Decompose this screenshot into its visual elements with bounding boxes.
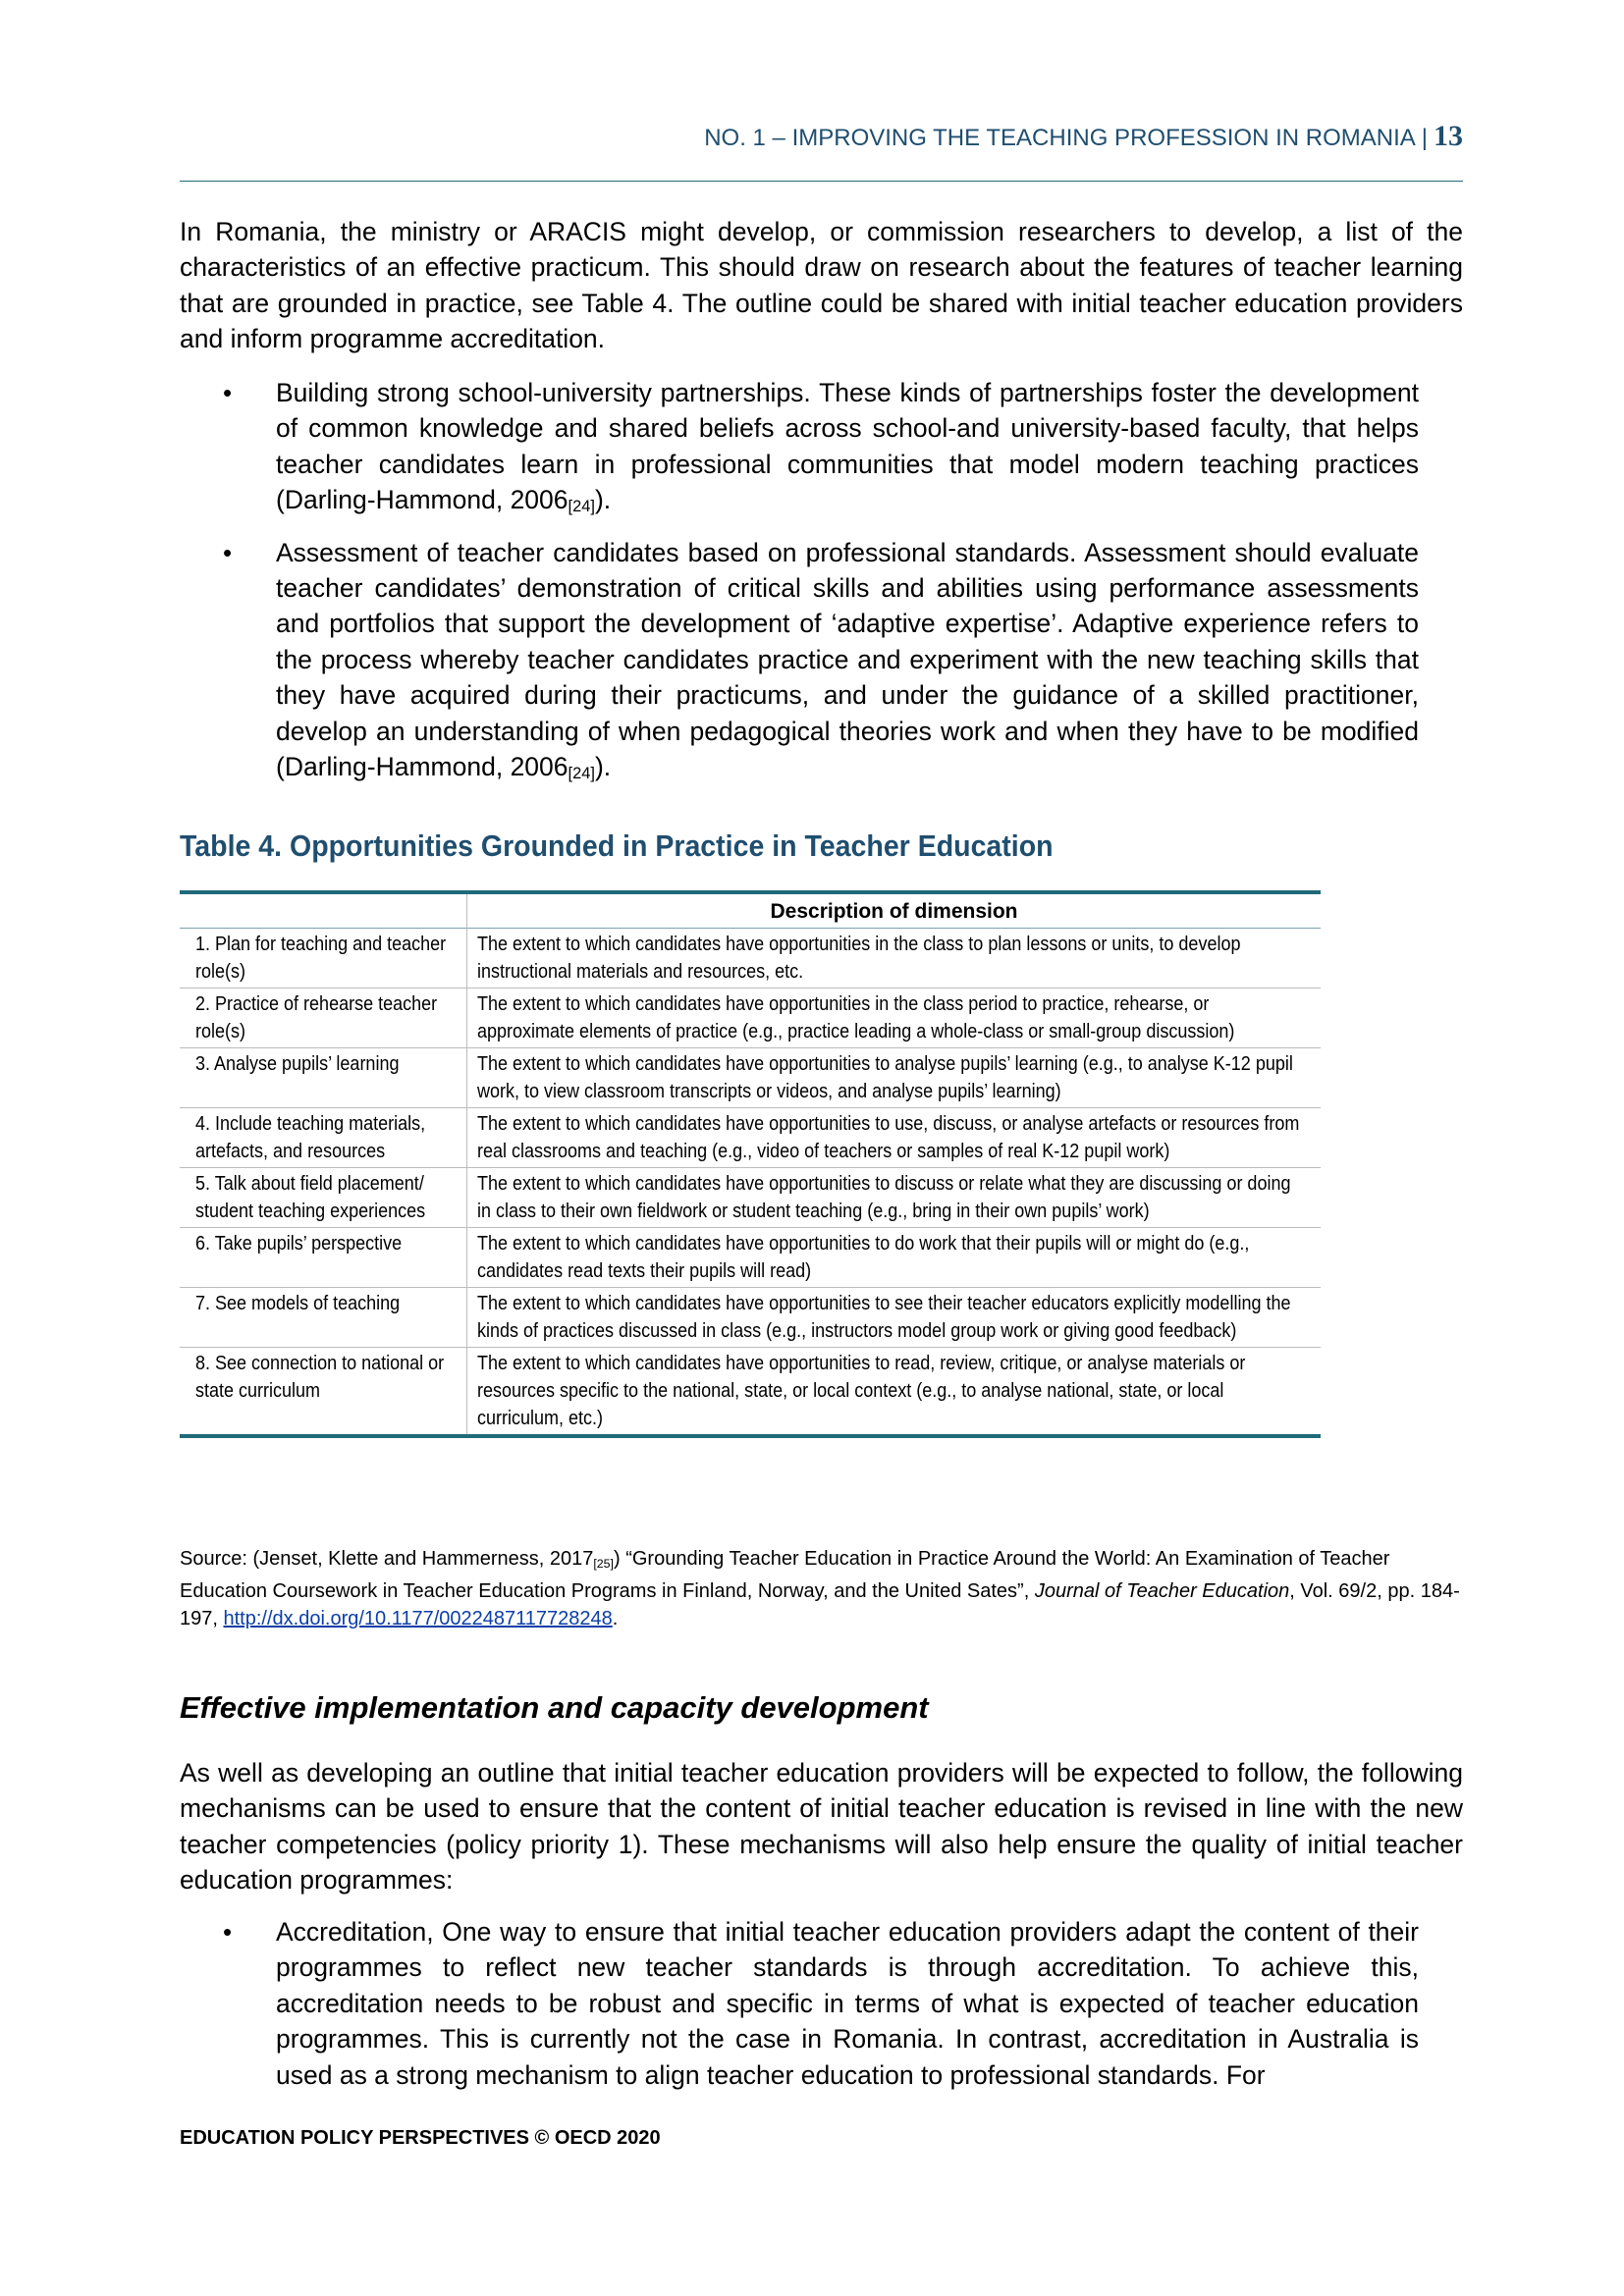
description-text: The extent to which candidates have opportunities in the class period to practice, rehearse, or approximate elements of practice (e.g., practice leading a whole-class or small-group discussion) xyxy=(477,993,1235,1042)
description-cell xyxy=(467,1228,1322,1288)
bullet-text: Accreditation, One way to ensure that initial teacher education providers adapt the content of their programmes to reflect new teacher standards is through accreditation. To achieve this, accreditation needs to be robust and specific in terms of what is expected of teacher education programmes. This is currently not the case in Romania. In contrast, accreditation in Australia is used as a strong mechanism to align teacher education to professional standards. For xyxy=(276,1917,1419,2090)
page-number: 13 xyxy=(1434,120,1463,152)
bullet-text: Assessment of teacher candidates based on professional standards. Assessment should evaluate teacher candidates’ demonstration of critical skills and abilities using performance assessments and portfolios that support the development of ‘adaptive expertise’. Adaptive experience refers to the process whereby teacher candidates practice and experiment with the new teaching skills that they have acquired during their practicums, and under the guidance of a skilled practitioner, develop an understanding of when pedagogical theories work and when they have to be modified (Darling-Hammond, 2006 xyxy=(276,537,1419,782)
description-text: The extent to which candidates have opportunities in the class to plan lessons or units, to develop instructional materials and resources, etc. xyxy=(477,934,1241,983)
description-cell xyxy=(467,1348,1322,1437)
header-separator: | xyxy=(1421,125,1428,151)
table-row xyxy=(180,1168,1321,1228)
table-source-note xyxy=(180,1545,1463,1632)
description-text: The extent to which candidates have opportunities to discuss or relate what they are discussing or doing in class to their own fieldwork or student teaching (e.g., bring in their own pupils’ work) xyxy=(477,1173,1291,1222)
reference-marker: [24] xyxy=(568,765,595,783)
table-row xyxy=(180,1108,1321,1168)
table-header-description: Description of dimension xyxy=(770,900,1018,923)
bullet-text: Building strong school-university partnerships. These kinds of partnerships foster the development of common knowledge and shared beliefs across school-and university-based faculty, that helps teacher candidates learn in professional communities that model modern teaching practices (Darling-Hammond, 2006 xyxy=(276,378,1419,515)
table-row xyxy=(180,1048,1321,1108)
header-rule xyxy=(180,181,1463,182)
description-cell xyxy=(467,1108,1322,1168)
dimension-text: 3. Analyse pupils’ learning xyxy=(195,1053,400,1075)
source-doi-link[interactable]: http://dx.doi.org/10.1177/0022487117728248 xyxy=(223,1608,613,1629)
description-text: The extent to which candidates have opportunities to use, discuss, or analyse artefacts or resources from real classrooms and teaching (e.g., video of teachers or samples of real K-12 pupil work) xyxy=(477,1113,1300,1162)
dimension-cell xyxy=(180,1228,467,1288)
bullet-list-practicum xyxy=(180,375,1419,801)
dimension-cell xyxy=(180,1108,467,1168)
reference-marker: [25] xyxy=(593,1557,614,1571)
list-item xyxy=(180,535,1419,792)
table-title: Table 4. Opportunities Grounded in Practice in Teacher Education xyxy=(180,828,1054,863)
description-cell xyxy=(467,988,1322,1048)
table-row xyxy=(180,988,1321,1048)
bullet-text-end: ). xyxy=(594,485,612,515)
dimension-text: 4. Include teaching materials, artefacts, and resources xyxy=(195,1113,426,1162)
dimension-text: 6. Take pupils’ perspective xyxy=(195,1233,403,1255)
description-cell xyxy=(467,1048,1322,1108)
bullet-list-mechanisms xyxy=(180,1914,1419,2103)
description-cell xyxy=(467,929,1322,988)
table-row xyxy=(180,929,1321,988)
table-row xyxy=(180,1288,1321,1348)
dimension-cell xyxy=(180,1048,467,1108)
running-title: NO. 1 – IMPROVING THE TEACHING PROFESSION IN ROMANIA xyxy=(704,125,1416,151)
dimension-text: 1. Plan for teaching and teacher role(s) xyxy=(195,934,447,983)
description-text: The extent to which candidates have opportunities to do work that their pupils will or might do (e.g., candidates read texts their pupils will read) xyxy=(477,1233,1250,1282)
dimension-cell xyxy=(180,1168,467,1228)
table-row xyxy=(180,1228,1321,1288)
dimension-text: 5. Talk about field placement/ student teaching experiences xyxy=(195,1173,426,1222)
source-prefix: Source: (Jenset, Klette and Hammerness, 2017 xyxy=(180,1548,594,1570)
table-header-row xyxy=(180,892,1321,929)
dimension-cell xyxy=(180,929,467,988)
table-row xyxy=(180,1348,1321,1437)
dimension-cell xyxy=(180,1288,467,1348)
description-cell xyxy=(467,1288,1322,1348)
dimension-cell xyxy=(180,988,467,1048)
intro-paragraph: In Romania, the ministry or ARACIS might develop, or commission researchers to develop, a list of the characteristics of an effective practicum. This should draw on research about the features of teacher learning that are grounded in practice, see Table 4. The outline could be shared with initial teacher education providers and inform programme accreditation. xyxy=(180,217,1463,354)
description-text: The extent to which candidates have opportunities to analyse pupils’ learning (e.g., to analyse K-12 pupil work, to view classroom transcripts or videos, and analyse pupils’ learning) xyxy=(477,1053,1293,1102)
dimension-text: 7. See models of teaching xyxy=(195,1293,401,1314)
page-footer: EDUCATION POLICY PERSPECTIVES © OECD 2020 xyxy=(180,2127,661,2149)
dimension-cell xyxy=(180,1348,467,1437)
table-header-dimension xyxy=(180,892,467,929)
source-volume: , Vol. 69/2, pp. 184-197, xyxy=(180,1580,1460,1629)
bullet-marker: • xyxy=(223,1917,233,1947)
bullet-text-end: ). xyxy=(594,752,612,782)
table-container xyxy=(180,890,1321,1438)
bullet-marker: • xyxy=(223,378,233,407)
section-heading: Effective implementation and capacity development xyxy=(180,1690,929,1725)
dimension-text: 2. Practice of rehearse teacher role(s) xyxy=(195,993,438,1042)
source-journal: Journal of Teacher Education xyxy=(1034,1580,1290,1602)
description-text: The extent to which candidates have opportunities to read, review, critique, or analyse materials or resources specific to the national, state, or local context (e.g., to analyse national, state, or local curriculum, etc.) xyxy=(477,1353,1246,1429)
section-paragraph: As well as developing an outline that initial teacher education providers will be expected to follow, the following mechanisms can be used to ensure that the content of initial teacher education is revised in line with the new teacher competencies (policy priority 1). These mechanisms will also help ensure the quality of initial teacher education programmes: xyxy=(180,1758,1463,1896)
source-end: . xyxy=(612,1608,619,1629)
list-item xyxy=(180,375,1419,525)
dimension-text: 8. See connection to national or state curriculum xyxy=(195,1353,445,1402)
opportunities-table xyxy=(180,890,1321,1438)
running-header xyxy=(383,120,1463,153)
description-cell xyxy=(467,1168,1322,1228)
list-item xyxy=(180,1914,1419,2093)
reference-marker: [24] xyxy=(568,498,595,516)
source-citation: ) “Grounding Teacher Education in Practice Around the World: An Examination of Teacher Education Coursework in Teacher Education Programs in Finland, Norway, and the United Sates”, xyxy=(180,1548,1390,1602)
bullet-marker: • xyxy=(223,537,233,567)
description-text: The extent to which candidates have opportunities to see their teacher educators explicitly modelling the kinds of practices discussed in class (e.g., instructors model group work or giving good feedback) xyxy=(477,1293,1291,1342)
